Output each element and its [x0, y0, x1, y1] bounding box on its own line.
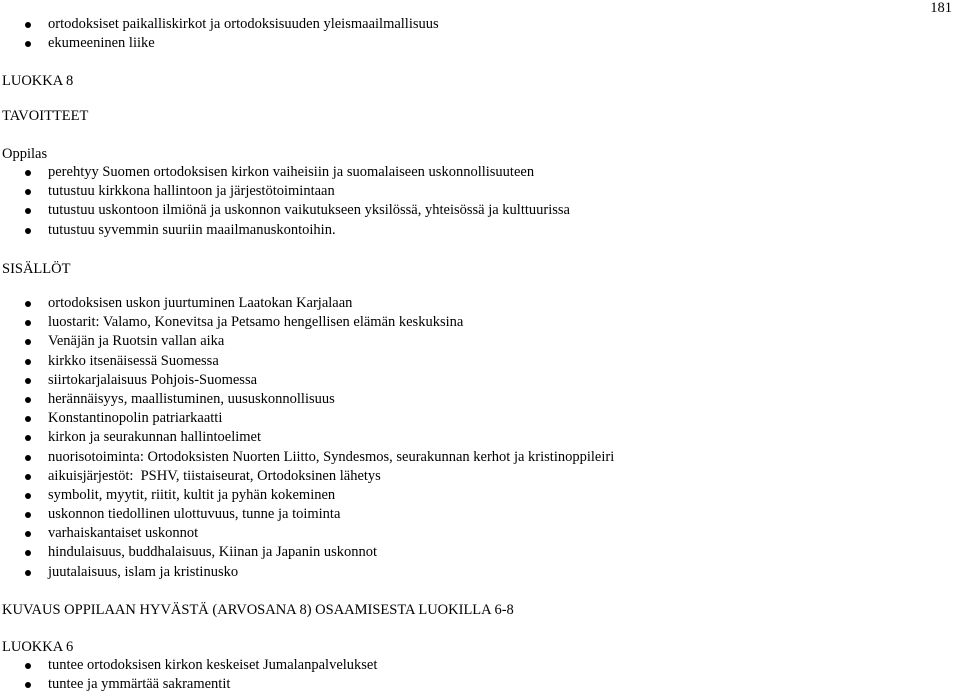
bullet-icon [25, 301, 31, 307]
bullet-icon [25, 22, 31, 28]
bullet-icon [25, 359, 31, 365]
list-item: perehtyy Suomen ortodoksisen kirkon vaiheisiin ja suomalaiseen uskonnollisuuteen [0, 163, 570, 182]
list-item: tutustuu uskontoon ilmiönä ja uskonnon vaikutukseen yksilössä, yhteisössä ja kulttuurissa [0, 201, 570, 220]
goals-list [0, 163, 570, 240]
list-item: symbolit, myytit, riitit, kultit ja pyhän kokeminen [0, 486, 614, 505]
bullet-icon [25, 397, 31, 403]
list-item: ortodoksisen uskon juurtuminen Laatokan Karjalaan [0, 294, 614, 313]
list-item: aikuisjärjestöt: PSHV, tiistaiseurat, Ortodoksinen lähetys [0, 467, 614, 486]
bullet-icon [25, 531, 31, 537]
list-item: ekumeeninen liike [0, 34, 439, 53]
goals-heading: TAVOITTEET [2, 108, 89, 124]
list-item: varhaiskantaiset uskonnot [0, 524, 614, 543]
bullet-icon [25, 208, 31, 214]
bullet-icon [25, 550, 31, 556]
list-item: uskonnon tiedollinen ulottuvuus, tunne ja toiminta [0, 505, 614, 524]
list-item: tutustuu syvemmin suuriin maailmanuskontoihin. [0, 221, 570, 240]
list-item: Konstantinopolin patriarkaatti [0, 409, 614, 428]
contents-block [0, 294, 614, 582]
intro-list [0, 15, 439, 53]
list-item: tutustuu kirkkona hallintoon ja järjestötoimintaan [0, 182, 570, 201]
bullet-icon [25, 663, 31, 669]
list-item: Venäjän ja Ruotsin vallan aika [0, 332, 614, 351]
grade6-title: LUOKKA 6 [2, 639, 74, 655]
goals-block [0, 163, 570, 240]
list-item: kirkko itsenäisessä Suomessa [0, 352, 614, 371]
bullet-icon [25, 570, 31, 576]
bullet-icon [25, 435, 31, 441]
bullet-icon [25, 493, 31, 499]
student-label: Oppilas [2, 146, 48, 162]
bullet-icon [25, 339, 31, 345]
list-item: tuntee ja ymmärtää sakramentit [0, 675, 377, 694]
contents-list [0, 294, 614, 582]
list-item: nuorisotoiminta: Ortodoksisten Nuorten Liitto, Syndesmos, seurakunnan kerhot ja kristinoppileiri [0, 448, 614, 467]
bullet-icon [25, 416, 31, 422]
grade8-title: LUOKKA 8 [2, 73, 74, 89]
list-item: tuntee ortodoksisen kirkon keskeiset Jumalanpalvelukset [0, 656, 377, 675]
list-item: hindulaisuus, buddhalaisuus, Kiinan ja Japanin uskonnot [0, 543, 614, 562]
list-item: siirtokarjalaisuus Pohjois-Suomessa [0, 371, 614, 390]
list-item: kirkon ja seurakunnan hallintoelimet [0, 428, 614, 447]
list-item: ortodoksiset paikalliskirkot ja ortodoksisuuden yleismaailmallisuus [0, 15, 439, 34]
bullet-icon [25, 682, 31, 688]
list-item: juutalaisuus, islam ja kristinusko [0, 563, 614, 582]
bullet-icon [25, 378, 31, 384]
bullet-icon [25, 170, 31, 176]
bullet-icon [25, 41, 31, 47]
grade6-list [0, 656, 377, 694]
contents-heading: SISÄLLÖT [2, 261, 71, 277]
list-item: herännäisyys, maallistuminen, uususkonnollisuus [0, 390, 614, 409]
page-number: 181 [930, 0, 952, 16]
bullet-icon [25, 455, 31, 461]
list-item: luostarit: Valamo, Konevitsa ja Petsamo hengellisen elämän keskuksina [0, 313, 614, 332]
bullet-icon [25, 320, 31, 326]
bullet-icon [25, 512, 31, 518]
bullet-icon [25, 228, 31, 234]
assessment-heading: KUVAUS OPPILAAN HYVÄSTÄ (ARVOSANA 8) OSAAMISESTA LUOKILLA 6-8 [2, 602, 514, 618]
bullet-icon [25, 189, 31, 195]
bullet-icon [25, 474, 31, 480]
intro-list-block [0, 15, 439, 53]
grade6-block [0, 656, 377, 694]
